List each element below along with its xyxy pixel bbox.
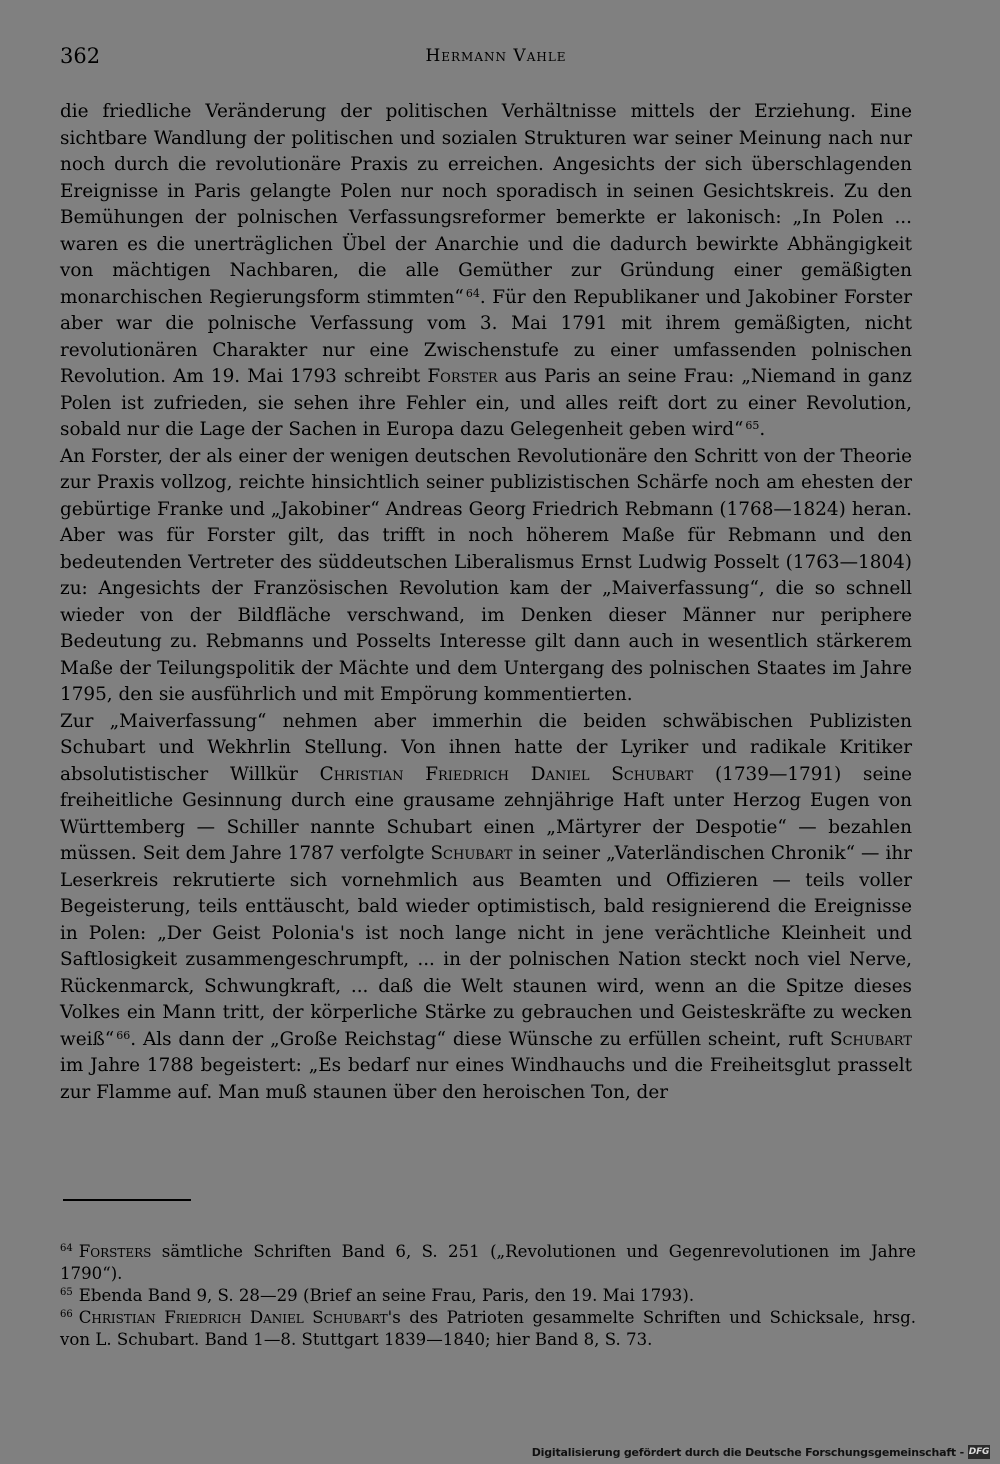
text-span: Zur „Maiverfassung“ nehmen aber immerhin die beiden schwäbischen Publizisten Schubart und Wekhrlin Stellung. Von ihnen hatte der Lyriker und radikale Kritiker absolutistischer Willkür xyxy=(60,710,912,785)
footnote-number: 65 xyxy=(60,1287,73,1298)
text-span: . Als dann der „Große Reichstag“ diese Wünsche zu erfüllen scheint, ruft xyxy=(130,1028,830,1050)
text-span: in seiner „Vaterländischen Chronik“ — ihr Leserkreis rekrutierte sich vornehmlich aus Beamten und Offizieren — teils voller Begeisterung, teils enttäuscht, bald wieder optimistisch, bald resignierend die Ereignisse in Polen: „Der Geist Polonia's ist noch lange nicht in jene verächtliche Kleinheit und Saftlosigkeit zusammengeschrumpft, ... in der polnischen Nation steckt noch viel Nerve, Rückenmarck, Schwungkraft, ... daß die Welt staunen wird, wenn an die Spitze dieses Volkes ein Mann tritt, der körperliche Stärke zu gebrauchen und Geisteskräfte zu wecken weiß“ xyxy=(60,843,913,1050)
credit-text: Digitalisierung gefördert durch die Deutsche Forschungsgemeinschaft - xyxy=(531,1445,964,1459)
text-span: aus Paris an seine Frau: „Niemand in ganz Polen ist zufrieden, sie sehen ihre Fehler ein, und alles reift dort zu einer Revolution, sobald nur die Lage der Sachen in Europa dazu Gelegenheit geben wird“ xyxy=(60,366,912,440)
footnote-number: 64 xyxy=(60,1243,73,1254)
footnote-text: Ebenda Band 9, S. 28—29 (Brief an seine Frau, Paris, den 19. Mai 1793). xyxy=(78,1286,695,1305)
footnote-ref-64: 64 xyxy=(465,286,480,300)
author-name-schubart-full: Christian Friedrich Daniel Schubart xyxy=(319,763,694,785)
text-span: . Für den Republikaner und Jakobiner Forster aber war die polnische Verfassung vom 3. Mai 1791 mit ihrem gemäßigten, nicht revolutionären Charakter nur eine Zwischenstufe zu einer umfassenden polnischen Revolution. Am 19. Mai 1793 schreibt xyxy=(60,286,912,387)
footnote-text: 's des Patrioten gesammelte Schriften und Schicksale, hrsg. von L. Schubart. Band 1—8. Stuttgart 1839—1840; hier Band 8, S. 73. xyxy=(60,1308,916,1349)
footnote-64 xyxy=(60,1241,916,1285)
running-title: Hermann Vahle xyxy=(425,46,567,66)
text-span: die friedliche Veränderung der politischen Verhältnisse mittels der Erziehung. Eine sichtbare Wandlung der politischen und sozialen Strukturen war seiner Meinung nach nur noch durch die revolutionäre Praxis zu erreichen. Angesichts der sich überschlagenden Ereignisse in Paris gelangte Polen nur noch sporadisch in seinen Gesichtskreis. Zu den Bemühungen der polnischen Verfassungsreformer bemerkte er lakonisch: „In Polen ... waren es die unerträglichen Übel der Anarchie und die dadurch bewirkte Abhängigkeit von mächtigen Nachbaren, die alle Gemüther zur Gründung einer gemäßigten monarchischen Regierungsform stimmten“ xyxy=(60,101,912,308)
footnote-66 xyxy=(60,1307,916,1351)
paragraph-2 xyxy=(60,444,912,709)
footnote-ref-66: 66 xyxy=(116,1028,131,1042)
dfg-logo-icon: DFG xyxy=(968,1447,990,1457)
footnote-author: Christian Friedrich Daniel Schubart xyxy=(78,1308,388,1327)
author-name-schubart: Schubart xyxy=(829,1028,912,1050)
author-name-forster: Forster xyxy=(427,366,498,387)
running-head xyxy=(60,44,932,74)
text-span: An Forster, der als einer der wenigen deutschen Revolutionäre den Schritt von der Theorie zur Praxis vollzog, reichte hinsichtlich seiner publizistischen Schärfe noch am ehesten der gebürtige Franke und „Jakobiner“ Andreas Georg Friedrich Rebmann (1768—1824) heran. Aber was für Forster gilt, das trifft in noch höherem Maße für Rebmann und den bedeutenden Vertreter des süddeutschen Liberalismus Ernst Ludwig Posselt (1763—1804) zu: Angesichts der Französischen Revolution kam der „Maiverfassung“, die so schnell wieder von der Bildfläche verschwand, im Denken dieser Männer nur periphere Bedeutung zu. Rebmanns und Posselts Interesse gilt dann auch in wesentlich stärkerem Maße der Teilungspolitik der Mächte und dem Untergang des polnischen Staates im Jahre 1795, den sie ausführlich und mit Empörung kommentierten. xyxy=(60,445,912,705)
text-span: (1739—1791) seine freiheitliche Gesinnung durch eine grausame zehnjährige Haft unter Herzog Eugen von Württemberg — Schiller nannte Schubart einen „Märtyrer der Despotie“ — bezahlen müssen. Seit dem Jahre 1787 verfolgte xyxy=(60,763,912,864)
body-text xyxy=(60,99,912,1106)
footnote-author: Forsters xyxy=(78,1242,152,1261)
footnote-text: sämtliche Schriften Band 6, S. 251 („Revolutionen und Gegenrevolutionen im Jahre 1790“). xyxy=(60,1242,916,1283)
page-number: 362 xyxy=(60,44,101,68)
footnotes xyxy=(60,1241,916,1351)
text-span: . xyxy=(759,419,766,440)
digitization-credit xyxy=(532,1444,990,1460)
author-name-schubart: Schubart xyxy=(430,843,513,864)
paragraph-1 xyxy=(60,99,912,444)
footnote-65 xyxy=(60,1285,916,1307)
footnote-number: 66 xyxy=(60,1309,73,1320)
paragraph-3 xyxy=(60,709,912,1107)
footnote-ref-65: 65 xyxy=(745,419,760,432)
text-span: im Jahre 1788 begeistert: „Es bedarf nur eines Windhauchs und die Freiheitsglut prasselt zur Flamme auf. Man muß staunen über den heroischen Ton, der xyxy=(60,1055,912,1103)
footnote-divider xyxy=(63,1199,191,1201)
